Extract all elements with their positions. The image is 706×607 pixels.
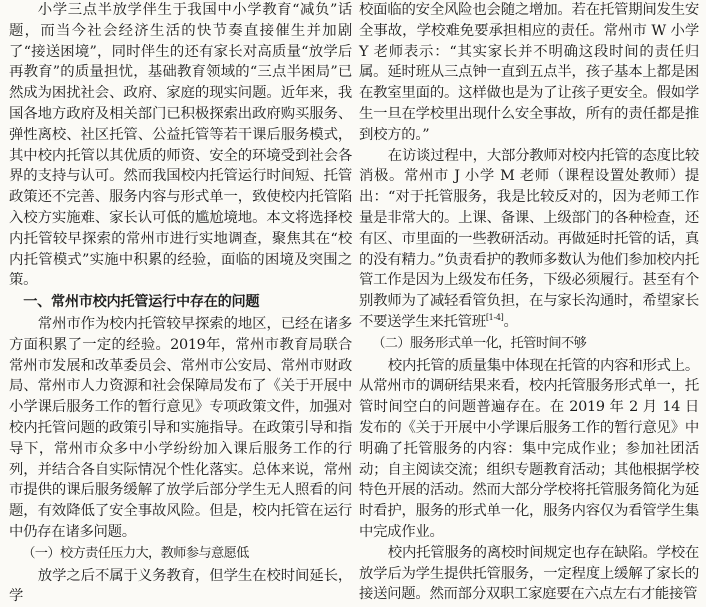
citation-mark: [1-4] xyxy=(485,313,504,323)
leave-time-paragraph: 校内托管服务的离校时间规定也存在缺陷。学校在放学后为学生提供托管服务，一定程度上缓解了家长的接送问题。然而部分双职工家庭要在六点左右才能接管 xyxy=(359,544,699,603)
right-column xyxy=(359,0,699,605)
subsection-heading-1: （一）校方责任压力大，教师参与意愿低 xyxy=(22,545,249,561)
school-responsibility-paragraph-start: 放学之后不属于义务教育，但学生在校时间延长，学 xyxy=(9,567,352,605)
teacher-attitude-paragraph xyxy=(359,146,699,333)
section-heading-1: 一、常州市校内托管运行中存在的问题 xyxy=(23,294,260,311)
teacher-attitude-end: 。 xyxy=(503,313,518,330)
left-column xyxy=(9,0,352,607)
changzhou-experience-paragraph: 常州市作为校内托管较早探索的地区，已经在诸多方面积累了一定的经验。2019年，常州市教育局联合常州市发展和改革委员会、常州市公安局、常州市财政局、常州市人力资源和社会保障局发布了《关于开展中小学课后服务工作的暂行意见》专项政策文件，加强对校内托管问题的政策引导和实施指导。在政策引导和指导下，常州市众多中小学纷纷加入课后服务工作的行列，并结合各自实际情况个性化落实。总体来说，常州市提供的课后服务缓解了放学后部分学生无人照看的问题，有效降低了安全事故风险。但是，校内托管在运行中仍存在诸多问题。 xyxy=(9,315,352,540)
school-responsibility-paragraph-cont: 校面临的安全风险也会随之增加。若在托管期间发生安全事故，学校难免要承担相应的责任。常州市 W 小学 Y 老师表示：“其实家长并不明确这段时间的责任归属。延时班从三点钟一直到五点半，孩子基本上都是困在教室里面的。这样做也是为了让孩子更安全。假如学生一旦在学校里出现什么安全事故，所有的责任都是推到校方的。” xyxy=(359,2,699,143)
intro-paragraph: 小学三点半放学伴生于我国中小学教育“减负”话题，而当今社会经济生活的快节奏直接催生并加剧了“接送困境”，同时伴生的还有家长对高质量“放学后再教育”的质量担忧，基础教育领域的“三点半困局”已然成为困扰社会、政府、家庭的现实问题。近年来，我国各地方政府及相关部门已积极探索出政府购买服务、弹性离校、社区托管、公益托管等若干课后服务模式，其中校内托管以其优质的师资、安全的环境受到社会各界的支持与认可。然而我国校内托管运行时间短、托管政策还不完善、服务内容与形式单一，致使校内托管陷入校方实施难、家长认可低的尴尬境地。本文将选择校内托管较早探索的常州市进行实地调查，聚焦其在“校内托管模式”实施中积累的经验，面临的困境及突围之策。 xyxy=(9,2,352,289)
subsection-heading-2: （二）服务形式单一化，托管时间不够 xyxy=(372,335,587,351)
service-form-paragraph: 校内托管的质量集中体现在托管的内容和形式上。从常州市的调研结果来看，校内托管服务形式单一，托管时间空白的问题普遍存在。在 2019 年 2 月 14 日发布的《关于开展中小学课后服务工作的暂行意见》中明确了托管服务的内容：集中完成作业；参加社团活动；自主阅读交流；组织专题教育活动；其他根据学校特色开展的活动。然而大部分学校将托管服务简化为延时看护，服务的形式单一化，服务内容仅为看管学生集中完成作业。 xyxy=(359,357,699,540)
teacher-attitude-text: 在访谈过程中，大部分教师对校内托管的态度比较消极。常州市 J 小学 M 老师（课程设置处教师）提出：“对于托管服务，我是比较反对的，因为老师工作量是非常大的。上课、备课、上级部门的各种检查，还有区、市里面的一些教研活动。再做延时托管的话，真的没有精力。”负责看护的教师多数认为他们参加校内托管工作是因为上级发布任务，下级必须履行。甚至有个别教师为了减轻看管负担，在与家长沟通时，希望家长不要送学生来托管班 xyxy=(359,147,699,330)
